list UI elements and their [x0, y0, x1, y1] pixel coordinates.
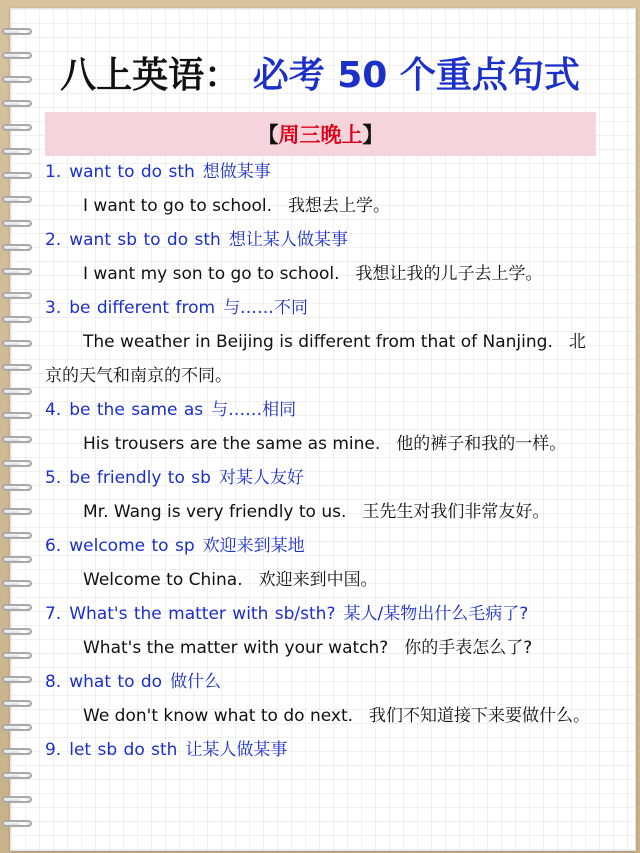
pattern-meaning: 想让某人做某事 — [228, 230, 348, 250]
pattern-entry — [45, 393, 601, 461]
pattern-phrase: welcome to sp — [69, 536, 195, 556]
pattern-heading — [45, 597, 601, 631]
pattern-entry — [45, 733, 601, 767]
example-chinese: 我想让我的儿子去上学。 — [355, 264, 543, 284]
example-english: What's the matter with your watch? — [83, 638, 389, 658]
example-english: I want my son to go to school. — [83, 264, 340, 284]
pattern-meaning: 做什么 — [170, 672, 222, 692]
example-chinese: 你的手表怎么了? — [404, 638, 533, 658]
example-english: I want to go to school. — [83, 196, 273, 216]
pattern-phrase: want sb to do sth — [69, 230, 221, 250]
pattern-heading — [45, 393, 601, 427]
example-english: Mr. Wang is very friendly to us. — [83, 502, 347, 522]
example-sentence — [45, 563, 601, 597]
example-chinese: 我们不知道接下来要做什么。 — [369, 706, 591, 726]
pattern-number: 6. — [45, 536, 62, 556]
pattern-heading — [45, 223, 601, 257]
pattern-meaning: 某人/某物出什么毛病了? — [343, 604, 529, 624]
pattern-meaning: 与……相同 — [211, 400, 297, 420]
example-chinese: 欢迎来到中国。 — [258, 570, 378, 590]
page-title — [0, 50, 640, 102]
example-chinese: 王先生对我们非常友好。 — [362, 502, 550, 522]
example-english: We don't know what to do next. — [83, 706, 354, 726]
pattern-number: 8. — [45, 672, 62, 692]
example-sentence — [45, 189, 601, 223]
page-title-highlight: 必考 50 个重点句式 — [252, 55, 580, 96]
example-sentence — [45, 699, 601, 733]
pattern-entry — [45, 461, 601, 529]
pattern-heading — [45, 529, 601, 563]
pattern-entry — [45, 223, 601, 291]
pattern-phrase: want to do sth — [69, 162, 195, 182]
pattern-meaning: 与……不同 — [223, 298, 309, 318]
page-title-prefix: 八上英语： — [60, 55, 241, 96]
example-chinese: 北京的天气和南京的不同。 — [45, 332, 586, 386]
sentence-list — [45, 155, 601, 805]
example-english: Welcome to China. — [83, 570, 243, 590]
pattern-entry — [45, 529, 601, 597]
pattern-number: 2. — [45, 230, 62, 250]
pattern-meaning: 让某人做某事 — [185, 740, 288, 760]
pattern-number: 1. — [45, 162, 62, 182]
pattern-meaning: 对某人友好 — [218, 468, 304, 488]
pattern-phrase: be different from — [69, 298, 216, 318]
pattern-entry — [45, 155, 601, 223]
example-sentence — [45, 427, 601, 461]
example-english: His trousers are the same as mine. — [83, 434, 381, 454]
pattern-entry — [45, 291, 601, 393]
pattern-meaning: 想做某事 — [202, 162, 271, 182]
example-chinese: 他的裤子和我的一样。 — [396, 434, 567, 454]
pattern-heading — [45, 461, 601, 495]
pattern-number: 9. — [45, 740, 62, 760]
pattern-heading — [45, 291, 601, 325]
pattern-number: 5. — [45, 468, 62, 488]
pattern-heading — [45, 665, 601, 699]
banner-bracket-right: 】 — [362, 123, 384, 147]
pattern-meaning: 欢迎来到某地 — [202, 536, 305, 556]
pattern-entry — [45, 665, 601, 733]
pattern-phrase: let sb do sth — [69, 740, 178, 760]
pattern-phrase: be the same as — [69, 400, 204, 420]
example-chinese: 我想去上学。 — [288, 196, 391, 216]
pattern-number: 3. — [45, 298, 62, 318]
pattern-heading — [45, 733, 601, 767]
pattern-phrase: What's the matter with sb/sth? — [69, 604, 336, 624]
pattern-phrase: what to do — [69, 672, 163, 692]
example-sentence — [45, 257, 601, 291]
pattern-phrase: be friendly to sb — [69, 468, 211, 488]
pattern-number: 4. — [45, 400, 62, 420]
example-sentence — [45, 631, 601, 665]
banner-bracket-left: 【 — [257, 123, 279, 147]
example-english: The weather in Beijing is different from that of Nanjing. — [83, 332, 553, 352]
example-sentence — [45, 325, 601, 393]
pattern-number: 7. — [45, 604, 62, 624]
pattern-entry — [45, 597, 601, 665]
banner-day-label: 周三晚上 — [278, 123, 363, 147]
pattern-heading — [45, 155, 601, 189]
day-banner — [45, 112, 596, 156]
example-sentence — [45, 495, 601, 529]
